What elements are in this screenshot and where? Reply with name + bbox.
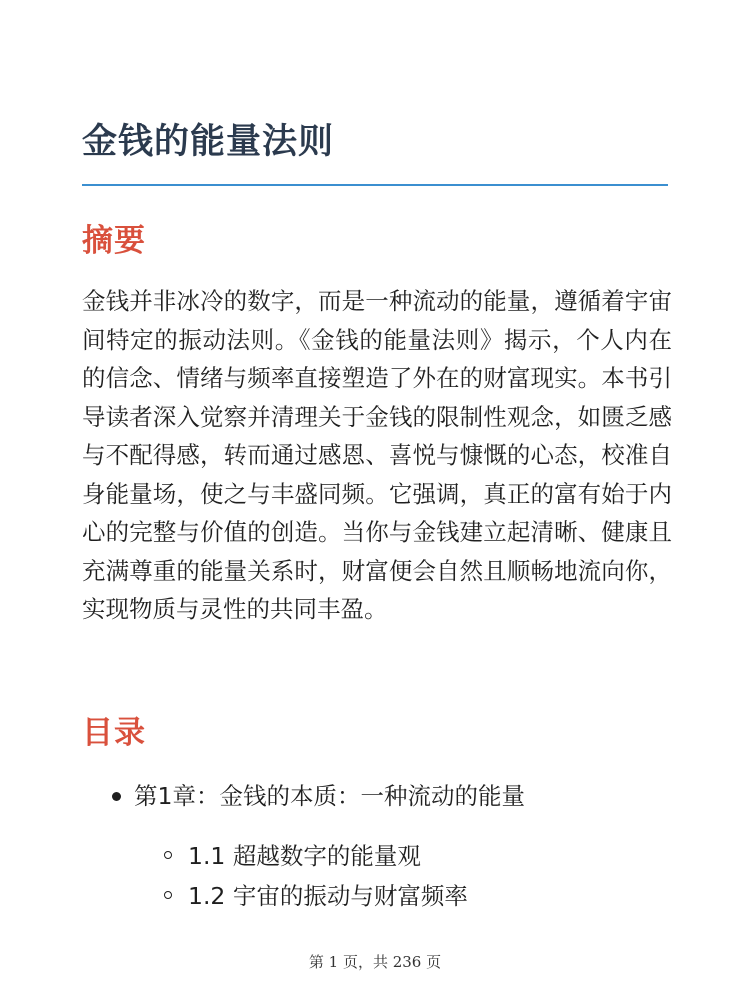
toc-section-label: 1.2 宇宙的振动与财富频率 — [188, 882, 468, 910]
bullet-circle-icon — [164, 891, 172, 899]
toc-section-label: 1.1 超越数字的能量观 — [188, 842, 421, 870]
title-divider — [82, 184, 668, 186]
bullet-disc-icon — [112, 792, 121, 801]
toc-section-1-2 — [82, 876, 682, 916]
abstract-heading: 摘要 — [82, 223, 146, 259]
table-of-contents — [82, 776, 682, 916]
bullet-circle-icon — [164, 851, 172, 859]
toc-chapter-label: 第1章：金钱的本质：一种流动的能量 — [134, 782, 525, 810]
toc-section-1-1 — [82, 836, 682, 876]
document-title: 金钱的能量法则 — [82, 122, 335, 162]
toc-chapter-1-sections — [134, 836, 682, 916]
toc-chapter-1 — [82, 776, 682, 916]
abstract-body: 金钱并非冰冷的数字，而是一种流动的能量，遵循着宇宙间特定的振动法则。《金钱的能量法则》揭示，个人内在的信念、情绪与频率直接塑造了外在的财富现实。本书引导读者深入觉察并清理关于金钱的限制性观念，如匮乏感与不配得感，转而通过感恩、喜悦与慷慨的心态，校准自身能量场，使之与丰盛同频。它强调，真正的富有始于内心的完整与价值的创造。当你与金钱建立起清晰、健康且充满尊重的能量关系时，财富便会自然且顺畅地流向你，实现物质与灵性的共同丰盈。 — [82, 287, 672, 623]
page-number-footer: 第 1 页，共 236 页 — [308, 953, 442, 971]
toc-heading: 目录 — [82, 715, 146, 751]
